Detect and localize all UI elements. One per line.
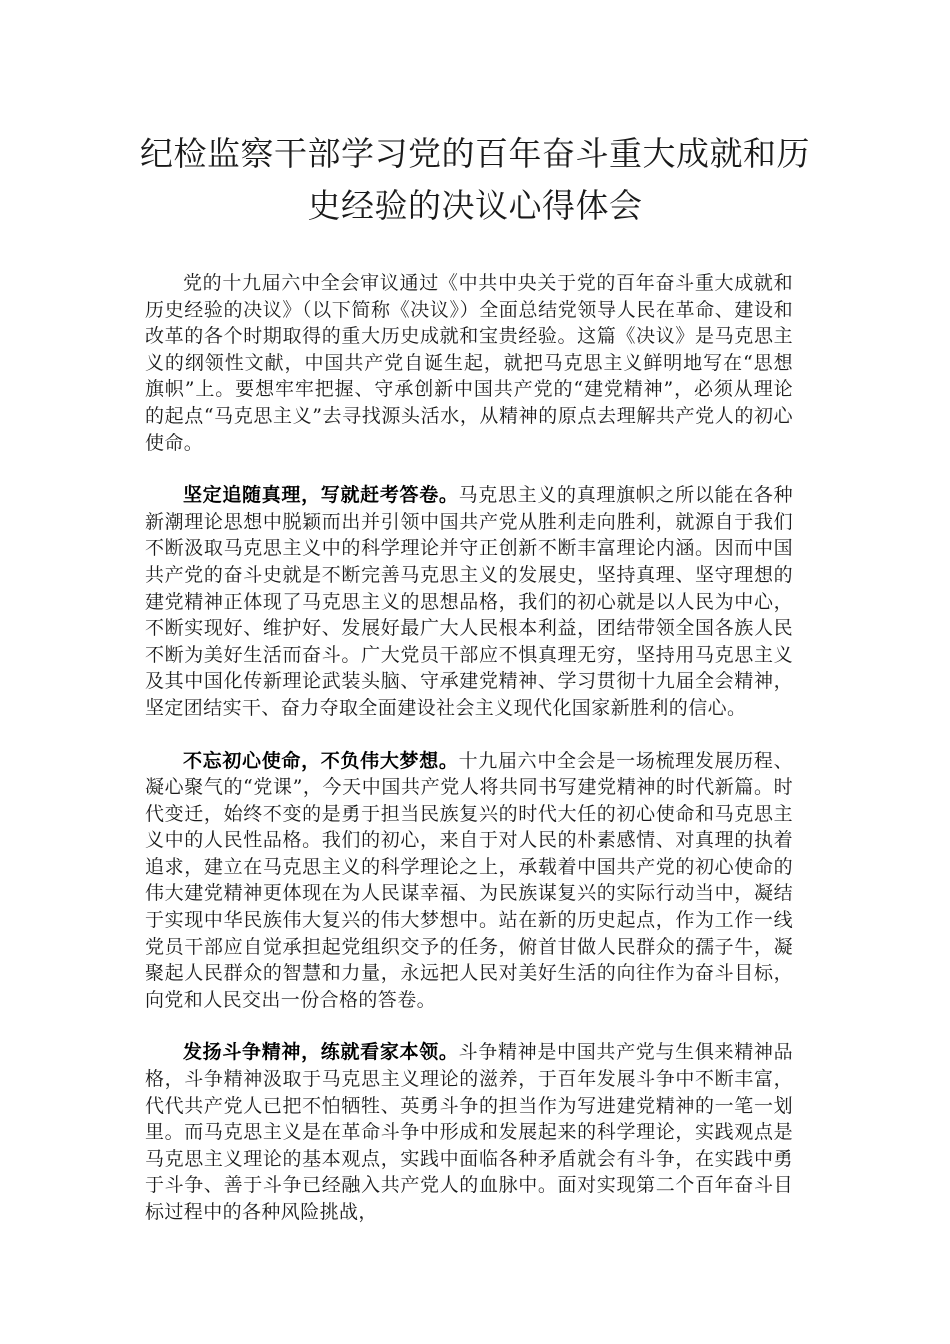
paragraph-lead: 坚定追随真理，写就赶考答卷。 xyxy=(183,484,459,507)
paragraph-text: 党的十九届六中全会审议通过《中共中央关于党的百年奋斗重大成就和历史经验的决议》（以下简称《决议》）全面总结党领导人民在革命、建设和改革的各个时期取得的重大历史成就和宝贵经验。这篇《决议》是马克思主义的纲领性文献，中国共产党自诞生起，就把马克思主义鲜明地写在“思想旗帜”上。要想牢牢把握、守承创新中国共产党的“建党精神”，必须从理论的起点“马克思主义”去寻找源头活水，从精神的原点去理解共产党人的初心使命。 xyxy=(145,272,793,454)
paragraph-lead: 不忘初心使命，不负伟大梦想。 xyxy=(183,749,459,772)
paragraph-struggle xyxy=(145,1039,793,1225)
paragraph-intro xyxy=(145,270,793,456)
paragraph-text: 斗争精神是中国共产党与生俱来精神品格，斗争精神汲取于马克思主义理论的滋养，于百年发展斗争中不断丰富，代代共产党人已把不怕牺牲、英勇斗争的担当作为写进建党精神的一笔一划里。而马克思主义是在革命斗争中形成和发展起来的科学理论，实践观点是马克思主义理论的基本观点，实践中面临各种矛盾就会有斗争，在实践中勇于斗争、善于斗争已经融入共产党人的血脉中。面对实现第二个百年奋斗目标过程中的各种风险挑战， xyxy=(145,1041,793,1223)
document-body xyxy=(145,270,793,1252)
paragraph-mission xyxy=(145,748,793,1014)
paragraph-truth xyxy=(145,482,793,721)
paragraph-lead: 发扬斗争精神，练就看家本领。 xyxy=(183,1041,459,1064)
paragraph-text: 十九届六中全会是一场梳理发展历程、凝心聚气的“党课”，今天中国共产党人将共同书写建党精神的时代新篇。时代变迁，始终不变的是勇于担当民族复兴的时代大任的初心使命和马克思主义中的人民性品格。我们的初心，来自于对人民的朴素感情、对真理的执着追求，建立在马克思主义的科学理论之上，承载着中国共产党的初心使命的伟大建党精神更体现在为人民谋幸福、为民族谋复兴的实际行动当中，凝结于实现中华民族伟大复兴的伟大梦想中。站在新的历史起点，作为工作一线党员干部应自觉承担起党组织交予的任务，俯首甘做人民群众的孺子牛，凝聚起人民群众的智慧和力量，永远把人民对美好生活的向往作为奋斗目标，向党和人民交出一份合格的答卷。 xyxy=(145,749,793,1011)
paragraph-text: 马克思主义的真理旗帜之所以能在各种新潮理论思想中脱颖而出并引领中国共产党从胜利走向胜利，就源自于我们不断汲取马克思主义中的科学理论并守正创新不断丰富理论内涵。因而中国共产党的奋斗史就是不断完善马克思主义的发展史，坚持真理、坚守理想的建党精神正体现了马克思主义的思想品格，我们的初心就是以人民为中心，不断实现好、维护好、发展好最广大人民根本利益，团结带领全国各族人民不断为美好生活而奋斗。广大党员干部应不惧真理无穷，坚持用马克思主义及其中国化传新理论武装头脑、守承建党精神、学习贯彻十九届全会精神，坚定团结实干、奋力夺取全面建设社会主义现代化国家新胜利的信心。 xyxy=(145,484,793,719)
document-title: 纪检监察干部学习党的百年奋斗重大成就和历史经验的决议心得体会 xyxy=(140,134,810,225)
